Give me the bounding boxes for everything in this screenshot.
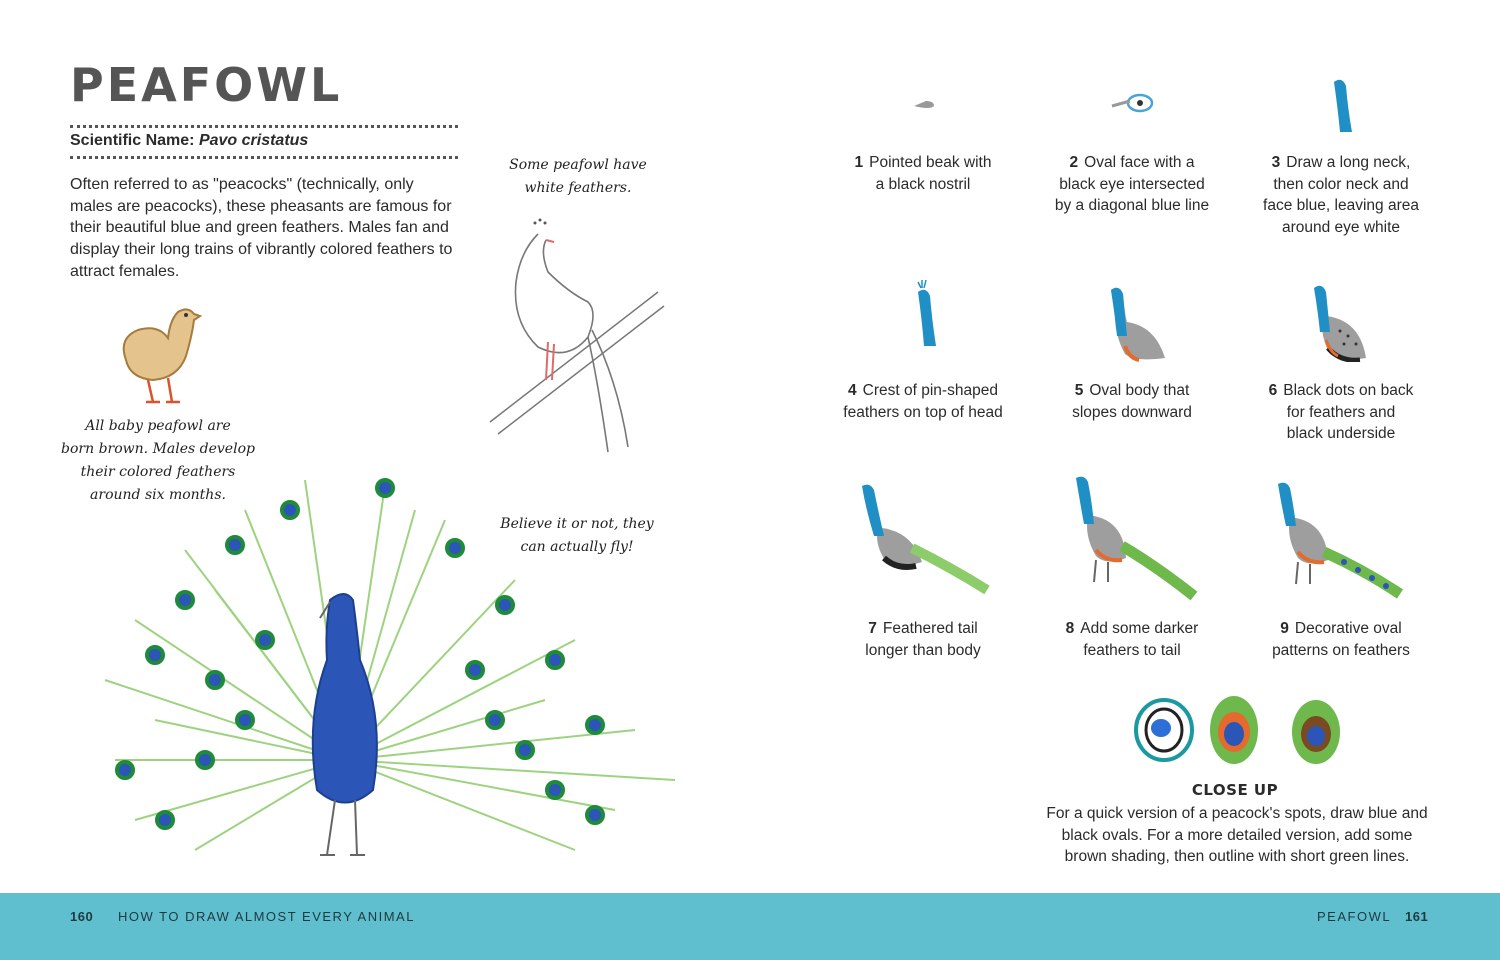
step-6-caption	[1241, 380, 1441, 445]
note-line: Some peafowl have	[509, 157, 647, 173]
step-line: Black dots on back	[1283, 382, 1414, 399]
page-title: PEAFOWL	[70, 58, 343, 112]
scientific-name	[70, 132, 308, 150]
step-line: Crest of pin-shaped	[862, 382, 998, 399]
step-line: slopes downward	[1072, 403, 1192, 421]
step-line: feathers on top of head	[843, 403, 1003, 421]
left-page-number: 160	[70, 909, 94, 924]
divider-bottom	[70, 156, 458, 159]
step-line: by a diagonal blue line	[1054, 197, 1210, 215]
step-line: then color neck and	[1273, 175, 1409, 193]
scientific-value: Pavo cristatus	[198, 132, 309, 149]
step-8-caption	[1032, 618, 1232, 661]
closeup-text	[1032, 803, 1442, 868]
note-line: their colored feathers	[80, 464, 236, 480]
step-3-illustration	[1320, 72, 1364, 138]
step-5-caption	[1032, 380, 1232, 423]
step-1-illustration	[910, 96, 940, 114]
step-4-illustration	[902, 276, 948, 350]
step-line: Draw a long neck,	[1286, 154, 1411, 171]
step-line: feathers to tail	[1083, 641, 1181, 659]
step-1-caption	[823, 152, 1023, 195]
step-line: around eye white	[1281, 219, 1401, 237]
note-line: born brown. Males develop	[61, 441, 255, 457]
divider-top	[70, 125, 458, 128]
step-9-caption	[1241, 618, 1441, 661]
note-line: All baby peafowl are	[85, 418, 231, 434]
step-6-illustration	[1300, 276, 1374, 362]
closeup-heading: CLOSE UP	[1191, 781, 1279, 799]
step-5-illustration	[1095, 276, 1175, 362]
step-number: 3	[1271, 154, 1281, 171]
closeup-line: brown shading, then outline with short green lines.	[1064, 848, 1410, 866]
step-line: longer than body	[865, 641, 981, 659]
scientific-label: Scientific Name:	[70, 132, 195, 149]
close-up-illustration	[1128, 688, 1348, 770]
step-number: 5	[1074, 382, 1084, 399]
step-line: a black nostril	[875, 175, 971, 193]
peacock-illustration	[95, 470, 690, 870]
book-title: HOW TO DRAW ALMOST EVERY ANIMAL	[118, 909, 415, 924]
step-8-illustration	[1066, 470, 1200, 600]
note-line: white feathers.	[524, 180, 632, 196]
step-line: patterns on feathers	[1272, 641, 1410, 659]
white-peafowl-illustration	[488, 212, 668, 462]
step-4-caption	[823, 380, 1023, 423]
step-line: Decorative oval	[1294, 620, 1402, 637]
note-white	[488, 154, 668, 200]
note-line: around six months.	[90, 487, 226, 503]
baby-peafowl-illustration	[108, 298, 203, 410]
step-line: black eye intersected	[1059, 175, 1205, 193]
step-number: 9	[1280, 620, 1289, 637]
step-line: black underside	[1286, 425, 1396, 443]
page-footer	[0, 893, 1500, 960]
chapter-title: PEAFOWL	[1317, 909, 1392, 924]
closeup-line: black ovals. For a more detailed version, add some	[1061, 826, 1413, 844]
step-line: Pointed beak with	[869, 154, 992, 171]
step-line: Oval body that	[1089, 382, 1190, 399]
step-number: 7	[868, 620, 877, 637]
intro-paragraph: Often referred to as "peacocks" (technically, only males are peacocks), these pheasants are famous for their beautiful blue and green feathers. Males fan and display their long trains of vibrantly colored feathers to attract females.	[70, 176, 453, 280]
step-number: 8	[1065, 620, 1075, 637]
step-3-caption	[1241, 152, 1441, 239]
step-9-illustration	[1268, 478, 1404, 600]
step-number: 4	[848, 382, 857, 399]
step-2-illustration	[1108, 90, 1158, 116]
step-line: Oval face with a	[1084, 154, 1195, 171]
right-page-number: 161	[1405, 909, 1429, 924]
step-2-caption	[1032, 152, 1232, 217]
step-7-caption	[823, 618, 1023, 661]
step-line: Feathered tail	[882, 620, 978, 637]
step-7-illustration	[852, 478, 992, 596]
step-number: 6	[1268, 382, 1278, 399]
step-number: 2	[1069, 154, 1079, 171]
step-number: 1	[854, 154, 864, 171]
step-line: face blue, leaving area	[1263, 197, 1419, 215]
closeup-line: For a quick version of a peacock's spots, draw blue and	[1046, 805, 1428, 822]
step-line: for feathers and	[1286, 403, 1396, 421]
note-line: Believe it or not, they	[500, 516, 654, 532]
step-line: Add some darker	[1080, 620, 1199, 637]
note-line: can actually fly!	[520, 539, 634, 555]
